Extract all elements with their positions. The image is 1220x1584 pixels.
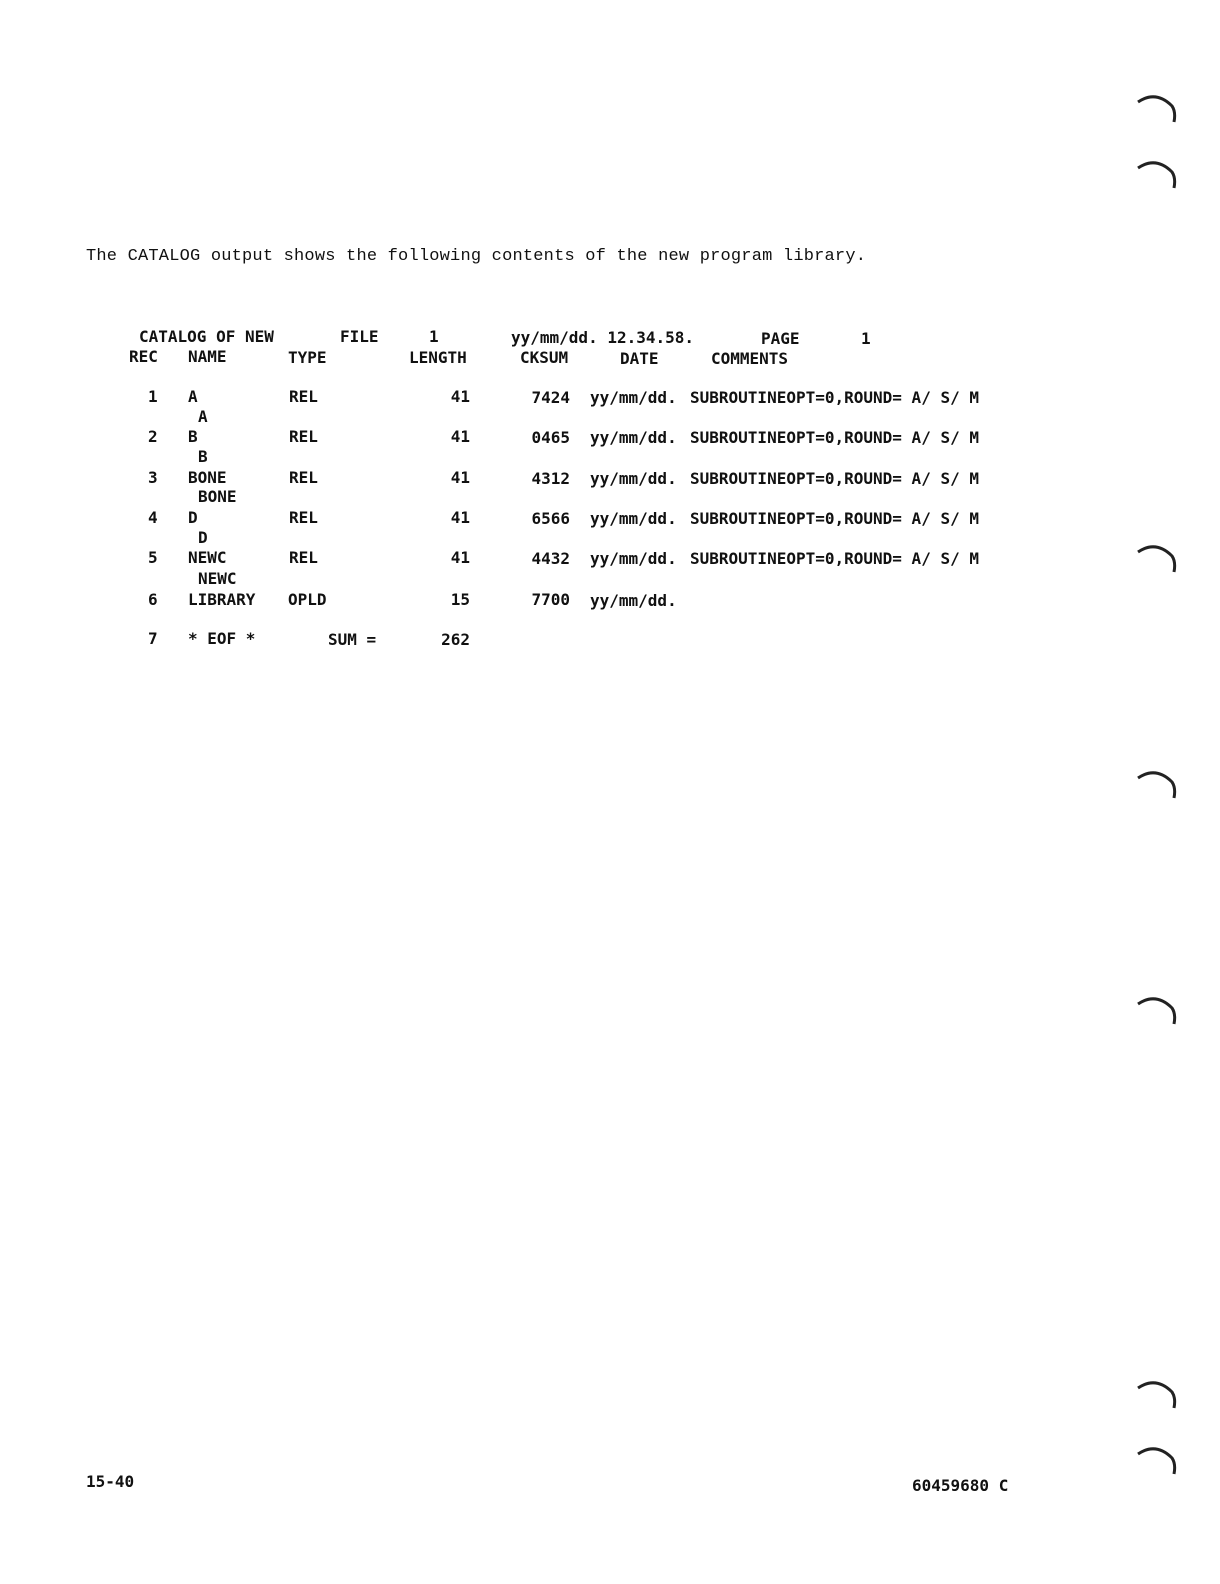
binder-hole-icon [1134,768,1180,808]
file-label: FILE [340,327,379,346]
record-comments: SUBROUTINEOPT=0,ROUND= A/ S/ M [690,509,979,528]
sum-label: SUM = [328,630,377,649]
record-name: LIBRARY [188,590,256,609]
record-comments: SUBROUTINEOPT=0,ROUND= A/ S/ M [690,388,979,407]
record-length: 41 [450,427,470,446]
page-number: 1 [861,329,871,348]
record-rec: 4 [148,508,158,527]
eof-marker: * EOF * [188,629,256,648]
catalog-title: CATALOG OF NEW [139,327,274,346]
record-date: yy/mm/dd. [590,388,677,407]
record-name: A [188,387,198,406]
record-rec: 5 [148,548,158,567]
record-cksum: 0465 [531,428,570,447]
binder-hole-icon [1134,542,1180,582]
record-date: yy/mm/dd. [590,428,677,447]
page-label: PAGE [761,329,800,348]
record-type: OPLD [288,590,327,609]
record-cksum: 7424 [531,388,570,407]
col-header-comments: COMMENTS [711,349,789,368]
record-cksum: 7700 [531,590,570,609]
record-cksum: 4432 [531,549,570,568]
record-type: REL [289,508,318,527]
record-rec: 6 [148,590,158,609]
intro-paragraph: The CATALOG output shows the following contents of the new program library. [86,247,867,266]
catalog-datetime: yy/mm/dd. 12.34.58. [511,328,695,347]
record-type: REL [289,387,318,406]
record-cksum: 4312 [531,469,570,488]
col-header-rec: REC [129,347,158,366]
binder-hole-icon [1134,1444,1180,1484]
record-rec: 3 [148,468,158,487]
col-header-date: DATE [620,349,659,368]
col-header-type: TYPE [288,348,327,367]
record-rec: 1 [148,387,158,406]
col-header-length: LENGTH [409,348,467,367]
record-subname: B [198,447,208,466]
col-header-cksum: CKSUM [520,348,569,367]
record-subname: D [198,528,208,547]
sum-value: 262 [441,630,470,649]
record-length: 15 [450,590,470,609]
record-date: yy/mm/dd. [590,469,677,488]
record-comments: SUBROUTINEOPT=0,ROUND= A/ S/ M [690,469,979,488]
binder-hole-icon [1134,158,1180,198]
record-rec: 2 [148,427,158,446]
file-number: 1 [429,327,439,346]
record-length: 41 [450,387,470,406]
record-length: 41 [450,548,470,567]
record-cksum: 6566 [531,509,570,528]
record-date: yy/mm/dd. [590,591,677,610]
binder-hole-icon [1134,1378,1180,1418]
record-date: yy/mm/dd. [590,549,677,568]
eof-rec: 7 [148,629,158,648]
binder-hole-icon [1134,994,1180,1034]
record-subname: A [198,407,208,426]
binder-hole-icon [1134,92,1180,132]
page-reference: 15-40 [86,1472,135,1491]
col-header-name: NAME [188,347,227,366]
record-type: REL [289,427,318,446]
record-subname: BONE [198,487,237,506]
record-comments: SUBROUTINEOPT=0,ROUND= A/ S/ M [690,428,979,447]
record-name: B [188,427,198,446]
record-length: 41 [450,508,470,527]
record-type: REL [289,468,318,487]
record-name: NEWC [188,548,227,567]
record-comments: SUBROUTINEOPT=0,ROUND= A/ S/ M [690,549,979,568]
record-length: 41 [450,468,470,487]
record-subname: NEWC [198,569,237,588]
record-type: REL [289,548,318,567]
document-number: 60459680 C [912,1476,1009,1495]
record-date: yy/mm/dd. [590,509,677,528]
record-name: D [188,508,198,527]
record-name: BONE [188,468,227,487]
